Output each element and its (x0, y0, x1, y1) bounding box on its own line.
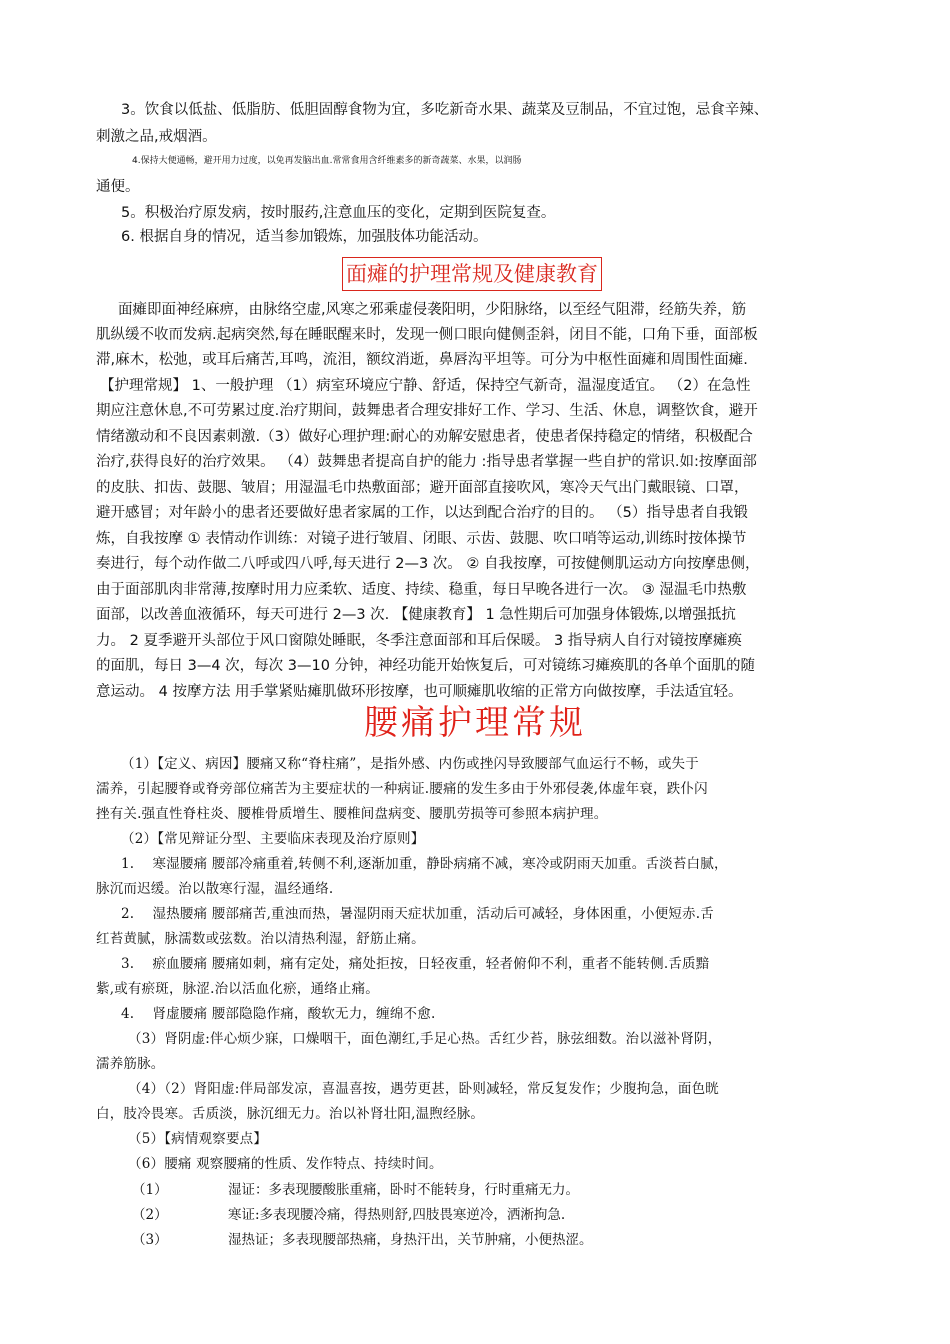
paragraph-line: （1）【定义、病因】腰痛又称“脊柱痛”，是指外感、内伤或挫闪导致腰部气血运行不畅，或失于 (121, 756, 699, 772)
subheading: （5）【病情观察要点】 (128, 1131, 268, 1147)
paragraph-line: （3）肾阴虚:伴心烦少寐，口燥咽干，面色潮红,手足心热。舌红少苔，脉弦细数。治以滋补肾阴， (128, 1031, 722, 1047)
list-item (132, 1178, 579, 1202)
item-4-line-1: 4.保持大便通畅，避开用力过度，以免再发脑出血.常常食用含纤维素多的新奇蔬菜、水果，以润肠 (132, 156, 522, 166)
subheading: （2）【常见辩证分型、主要临床表现及治疗原则】 (121, 831, 425, 847)
paragraph-line: （6）腰痛 观察腰痛的性质、发作特点、持续时间。 (128, 1156, 443, 1172)
paragraph-line: 濡养，引起腰脊或脊旁部位痛苦为主要症状的一种病证.腰痛的发生多由于外邪侵袭,体虚年衰，跌仆闪 (96, 781, 708, 797)
paragraph-line: 脉沉而迟缓。治以散寒行湿，温经通络. (96, 881, 334, 897)
item-3-line-1: 3。饮食以低盐、低脂肪、低胆固醇食物为宜，多吃新奇水果、蔬菜及豆制品，不宜过饱，忌食辛辣、 (121, 102, 769, 118)
paragraph-line: 的面肌，每日 3—4 次，每次 3—10 分钟，神经功能开始恢复后，可对镜练习瘫痪肌的各单个面肌的随 (96, 658, 756, 674)
paragraph-line: （4）（2）肾阳虚:伴局部发凉，喜温喜按，遇劳更甚，卧则减轻，常反复发作；少腹拘急，面色晄 (128, 1081, 719, 1097)
paragraph-line: 紫,或有瘀斑，脉涩.治以活血化瘀，通络止痛。 (96, 981, 379, 997)
paragraph-line: 面部，以改善血液循环，每天可进行 2—3 次. 【健康教育】 1 急性期后可加强身体锻炼,以增强抵抗 (96, 607, 736, 623)
paragraph-line: 由于面部肌肉非常薄,按摩时用力应柔软、适度、持续、稳重，每日早晚各进行一次。 ③ 湿温毛巾热敷 (96, 582, 747, 598)
paragraph-line: 面瘫即面神经麻痹，由脉络空虚,风寒之邪乘虚侵袭阳明，少阳脉络，以至经气阻滞，经筋失养，筋 (118, 302, 747, 318)
paragraph-line: 肌纵缓不收而发病.起病突然,每在睡眠醒来时，发现一侧口眼向健侧歪斜，闭目不能，口角下垂，面部板 (96, 327, 758, 343)
paragraph-line: 力。 2 夏季避开头部位于风口窗隙处睡眠，冬季注意面部和耳后保暖。 3 指导病人自行对镜按摩瘫痪 (96, 633, 742, 649)
paragraph-line: 红苔黄腻，脉濡数或弦数。治以清热利湿，舒筋止痛。 (96, 931, 425, 947)
paragraph-line: 3. 瘀血腰痛 腰痛如刺，痛有定处，痛处拒按，日轻夜重，轻者俯仰不利，重者不能转侧.舌质黯 (121, 956, 710, 972)
paragraph-line: 炼，自我按摩 ① 表情动作训练：对镜子进行皱眉、闭眼、示齿、鼓腮、吹口哨等运动,训练时按体操节 (96, 531, 747, 547)
item-5: 5。积极治疗原发病，按时服药,注意血压的变化，定期到医院复查。 (121, 205, 556, 221)
paragraph-line: 滞,麻木，松弛，或耳后痛苦,耳鸣，流泪，额纹消逝，鼻唇沟平坦等。可分为中枢性面瘫和周围性面瘫. (96, 352, 748, 368)
paragraph-line: 治疗,获得良好的治疗效果。 （4）鼓舞患者提高自护的能力 :指导患者掌握一些自护的常识.如:按摩面部 (96, 454, 757, 470)
paragraph-line: 2. 湿热腰痛 腰部痛苦,重浊而热，暑湿阴雨天症状加重，活动后可减轻，身体困重，小便短赤.舌 (121, 906, 714, 922)
paragraph-line: 情绪激动和不良因素刺激.（3）做好心理护理:耐心的劝解安慰患者，使患者保持稳定的情绪，积极配合 (96, 429, 753, 445)
list-item-label: （2） (132, 1207, 168, 1223)
paragraph-line: 濡养筋脉。 (96, 1056, 165, 1072)
section-title-facial-paralysis: 面瘫的护理常规及健康教育 (342, 257, 602, 291)
list-item-label: （1） (132, 1182, 168, 1198)
list-item (132, 1228, 593, 1252)
paragraph-line: 1. 寒湿腰痛 腰部冷痛重着,转侧不利,逐渐加重，静卧病痛不减，寒冷或阴雨天加重。舌淡苔白腻， (121, 856, 728, 872)
paragraph-line: 4. 肾虚腰痛 腰部隐隐作痛，酸软无力，缠绵不愈. (121, 1006, 436, 1022)
paragraph-line: 【护理常规】 1、一般护理 （1）病室环境应宁静、舒适，保持空气新奇，温湿度适宜。 （2）在急性 (100, 378, 751, 394)
paragraph-line: 挫有关.强直性脊柱炎、腰椎骨质增生、腰椎间盘病变、腰肌劳损等可参照本病护理。 (96, 806, 608, 822)
item-3-line-2: 刺激之品,戒烟酒。 (96, 129, 217, 145)
paragraph-line: 奏进行，每个动作做二八呼或四八呼,每天进行 2—3 次。 ② 自我按摩，可按健侧肌运动方向按摩患侧， (96, 556, 760, 572)
list-item-text: 寒证:多表现腰冷痛，得热则舒,四肢畏寒逆冷，洒淅拘急. (228, 1207, 566, 1223)
list-item-text: 湿证：多表现腰酸胀重痛，卧时不能转身，行时重痛无力。 (228, 1182, 579, 1198)
paragraph-line: 意运动。 4 按摩方法 用手掌紧贴瘫肌做环形按摩，也可顺瘫肌收缩的正常方向做按摩，手法适宜轻。 (96, 684, 743, 700)
list-item-label: （3） (132, 1232, 168, 1248)
paragraph-line: 白，肢冷畏寒。舌质淡，脉沉细无力。治以补肾壮阳,温煦经脉。 (96, 1106, 485, 1122)
paragraph-line: 的皮肤、扣齿、鼓腮、皱眉；用湿温毛巾热敷面部；避开面部直接吹风，寒冷天气出门戴眼镜、口罩， (96, 480, 749, 496)
section-title-low-back-pain: 腰痛护理常规 (364, 703, 586, 743)
paragraph-line: 避开感冒；对年龄小的患者还要做好患者家属的工作，以达到配合治疗的目的。 （5）指导患者自我锻 (96, 505, 748, 521)
list-item-text: 湿热证；多表现腰部热痛，身热汗出，关节肿痛，小便热涩。 (228, 1232, 593, 1248)
list-item (132, 1203, 565, 1227)
paragraph-line: 期应注意休息,不可劳累过度.治疗期间，鼓舞患者合理安排好工作、学习、生活、休息，调整饮食，避开 (96, 403, 758, 419)
item-6: 6. 根据自身的情况，适当参加锻炼，加强肢体功能活动。 (121, 229, 488, 245)
item-4-line-2: 通便。 (96, 179, 140, 195)
